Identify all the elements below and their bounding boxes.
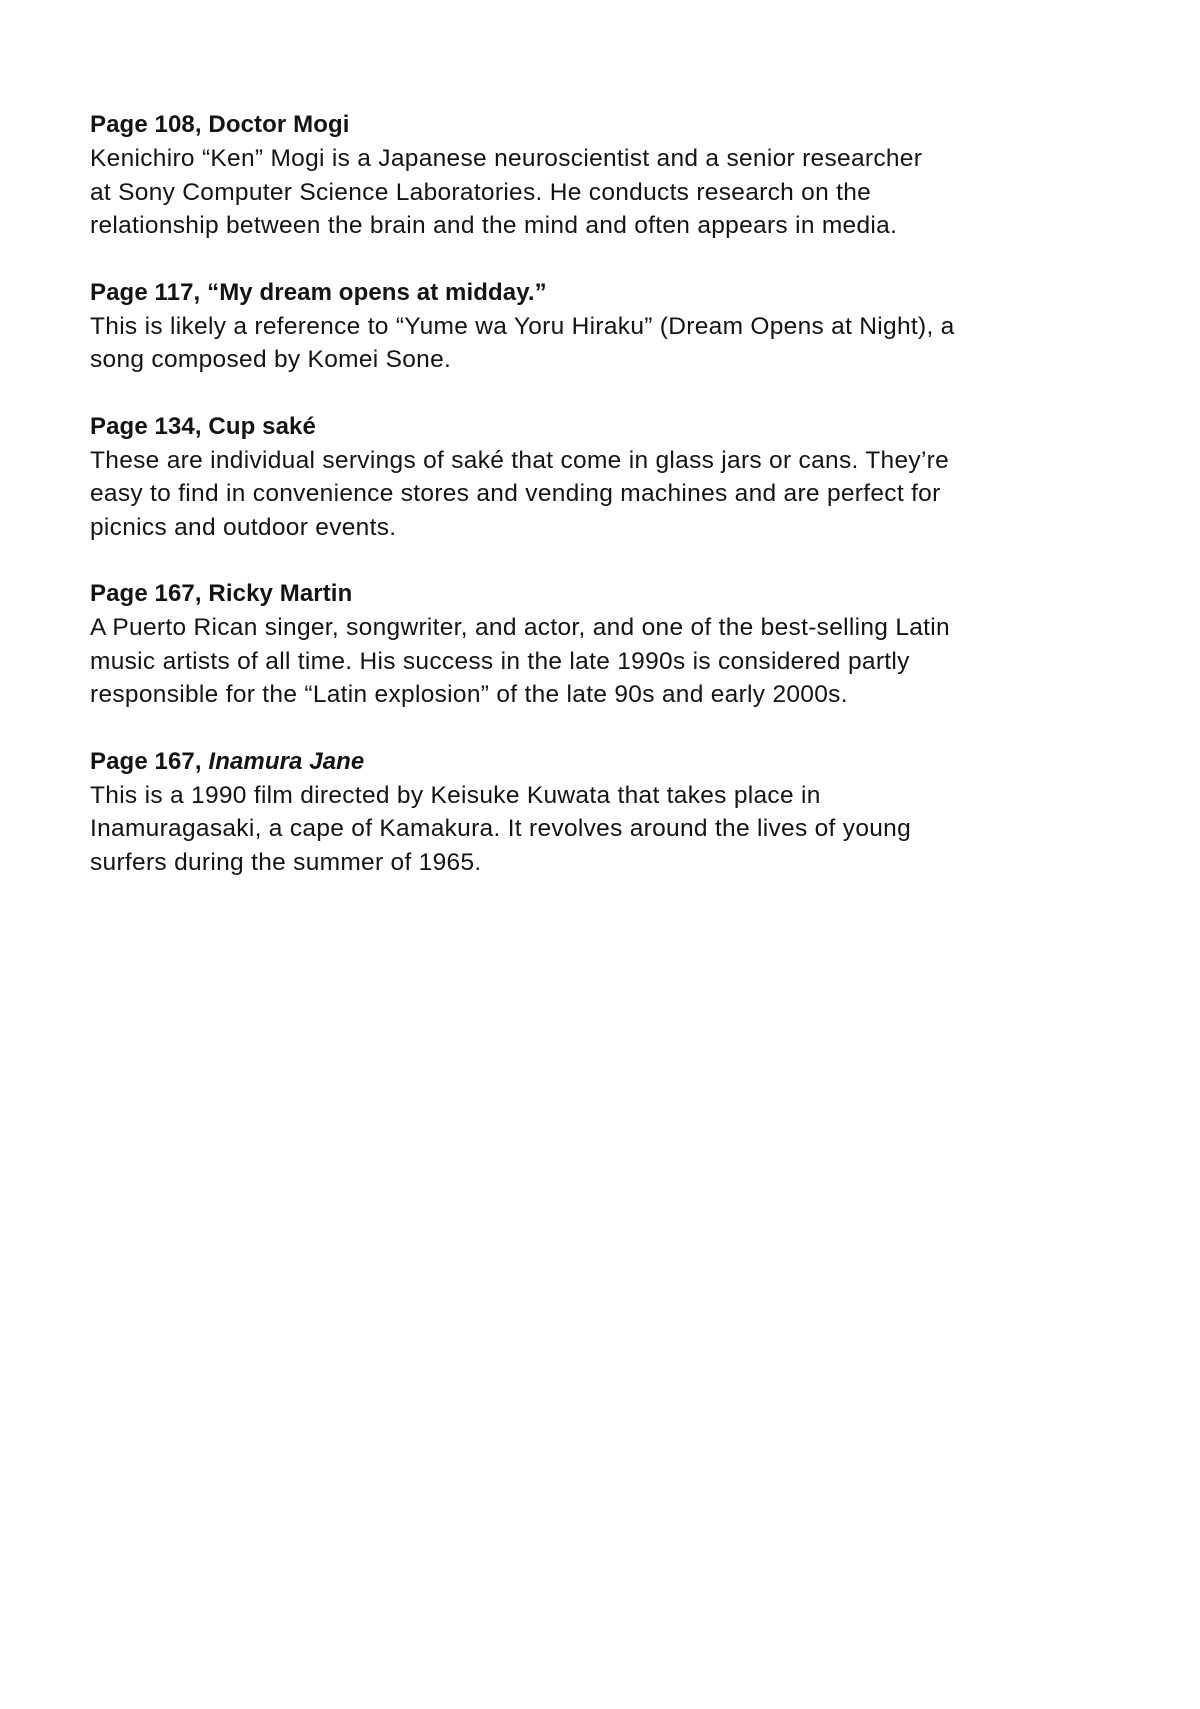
note-title: Cup saké [208,412,316,440]
note-line: responsible for the “Latin explosion” of the late 90s and early 2000s. [90,681,848,708]
note-body [90,310,1090,377]
note-line: at Sony Computer Science Laboratories. He conducts research on the [90,178,872,206]
note-heading [90,108,1090,142]
note-heading [90,410,1090,444]
note-line: relationship between the brain and the mind and often appears in media. [90,212,898,239]
note-title: Doctor Mogi [208,111,350,138]
note-line: This is likely a reference to “Yume wa Yoru Hiraku” (Dream Opens at Night), a [90,312,955,340]
note-inamura-jane [90,745,1090,880]
note-line: A Puerto Rican singer, songwriter, and actor, and one of the best-selling Latin [90,614,950,641]
note-line: song composed by Komei Sone. [90,346,452,373]
notes-page [90,108,1090,912]
note-page-ref: Page 117, [90,278,208,306]
note-line: These are individual servings of saké that come in glass jars or cans. They’re [90,446,950,474]
note-cup-sake [90,410,1090,545]
note-line: Inamuragasaki, a cape of Kamakura. It revolves around the lives of young [90,815,912,842]
note-body [90,779,1090,880]
note-title: “My dream opens at midday.” [207,278,547,306]
note-line: surfers during the summer of 1965. [90,848,482,876]
note-heading [90,276,1090,310]
note-line: easy to find in convenience stores and vending machines and are perfect for [90,480,941,507]
note-heading [90,577,1090,611]
note-title: Ricky Martin [208,580,353,607]
note-body [90,142,1090,243]
note-line: music artists of all time. His success in the late 1990s is considered partly [90,647,910,675]
note-page-ref: Page 167, [90,580,209,607]
note-page-ref: Page 108, [90,111,209,138]
note-ricky-martin [90,577,1090,712]
note-doctor-mogi [90,108,1090,243]
note-line: Kenichiro “Ken” Mogi is a Japanese neuroscientist and a senior researcher [90,145,923,172]
note-body [90,611,1090,712]
note-page-ref: Page 167, [90,747,209,775]
note-line: This is a 1990 film directed by Keisuke Kuwata that takes place in [90,781,821,809]
note-title: Inamura Jane [208,747,365,775]
note-heading [90,745,1090,779]
note-line: picnics and outdoor events. [90,513,397,541]
note-page-ref: Page 134, [90,412,209,440]
note-my-dream [90,276,1090,377]
note-body [90,444,1090,545]
